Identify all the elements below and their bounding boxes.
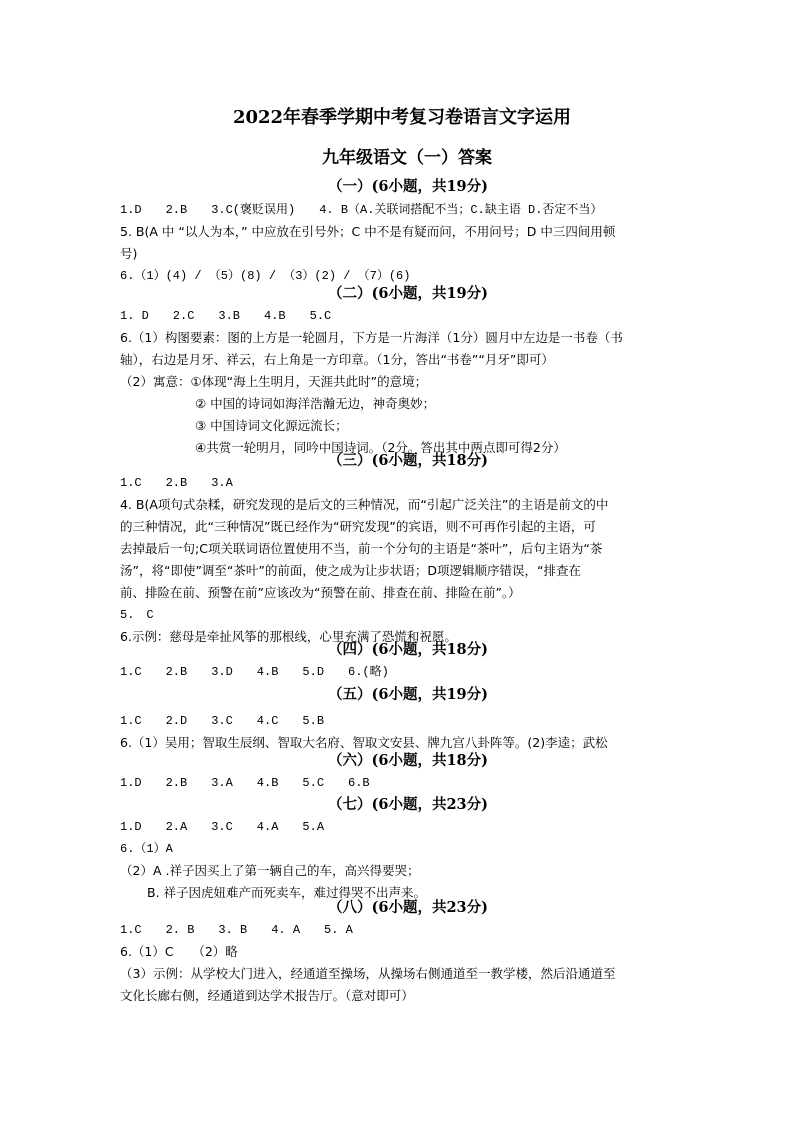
answer-line: 6.（1）C （2）略 bbox=[120, 944, 238, 959]
section-heading: （八）(6小题，共23分) bbox=[328, 899, 488, 916]
section-heading: （六）(6小题，共18分) bbox=[328, 752, 488, 769]
answer-line: 1. D 2.C 3.B 4.B 5.C bbox=[120, 309, 332, 323]
answer-line: B. 祥子因虎妞难产而死卖车，难过得哭不出声来。 bbox=[147, 885, 427, 900]
answer-line: 1.C 2.B 3.A bbox=[120, 476, 233, 490]
answer-line: 4. B(A项句式杂糅，研究发现的是后文的三种情况，而“引起广泛关注”的主语是前文的中 bbox=[120, 497, 609, 512]
answer-line: （2）A .祥子因买上了第一辆自己的车，高兴得要哭； bbox=[120, 863, 420, 878]
answer-line: 6.（1）(4) / （5）(8) / （3）(2) / （7）(6) bbox=[120, 269, 411, 283]
answer-line: ② 中国的诗词如海洋浩瀚无边，神奇奥妙； bbox=[195, 396, 436, 411]
answer-line: 5. C bbox=[120, 608, 154, 622]
answer-line: 文化长廊右侧，经通道到达学术报告厅。（意对即可） bbox=[120, 988, 414, 1003]
section-heading: （三）(6小题，共18分) bbox=[328, 452, 488, 469]
answer-line: 汤”，将“即使”调至“茶叶”的前面，使之成为让步状语；D项逻辑顺序错误，“排查在 bbox=[120, 563, 581, 578]
answer-line: （2）寓意：①体现“海上生明月，天涯共此时”的意境； bbox=[120, 374, 428, 389]
answer-line: （3）示例：从学校大门进入，经通道至操场，从操场右侧通道至一教学楼，然后沿通道至 bbox=[120, 966, 616, 981]
document-subtitle: 九年级语文（一）答案 bbox=[322, 148, 492, 168]
section-heading: （四）(6小题，共18分) bbox=[328, 641, 488, 658]
answer-line: 1.D 2.A 3.C 4.A 5.A bbox=[120, 820, 325, 834]
answer-line: 的三种情况，此“三种情况”既已经作为“研究发现”的宾语，则不可再作引起的主语，可 bbox=[120, 519, 596, 534]
section-heading: （七）(6小题，共23分) bbox=[328, 796, 488, 813]
document-title: 2022年春季学期中考复习卷语言文字运用 bbox=[232, 107, 572, 128]
section-heading: （二）(6小题，共19分) bbox=[328, 285, 488, 302]
answer-line: ③ 中国诗词文化源远流长； bbox=[195, 418, 348, 433]
answer-line: 1.D 2.B 3.C(褒贬误用) 4. B（A.关联词搭配不当；C.缺主语 D.否定不当） bbox=[120, 203, 603, 217]
answer-line: 1.D 2.B 3.A 4.B 5.C 6.B bbox=[120, 776, 370, 790]
answer-line: 6.（1）构图要素：图的上方是一轮圆月，下方是一片海洋（1分）圆月中左边是一书卷（书 bbox=[120, 330, 623, 345]
answer-line: 去掉最后一句;C项关联词语位置使用不当，前一个分句的主语是“茶叶”，后句主语为“茶 bbox=[120, 541, 603, 556]
answer-line: 1.C 2. B 3. B 4. A 5. A bbox=[120, 923, 353, 937]
answer-line: 6.（1）A bbox=[120, 842, 173, 856]
answer-line: 1.C 2.D 3.C 4.C 5.B bbox=[120, 714, 325, 728]
answer-line: 6.示例：慈母是牵扯风筝的那根线，心里充满了恐慌和祝愿。 bbox=[120, 629, 457, 644]
answer-line: 前、排险在前、预警在前”应该改为“预警在前、排查在前、排险在前”。） bbox=[120, 585, 521, 600]
answer-line: 6.（1）吴用；智取生辰纲、智取大名府、智取文安县、牌九宫八卦阵等。(2)李逵；武松 bbox=[120, 735, 608, 750]
section-heading: （五）(6小题，共19分) bbox=[328, 686, 488, 703]
answer-line: 轴），右边是月牙、祥云，右上角是一方印章。（1分，答出“书卷”“月牙”即可） bbox=[120, 352, 554, 367]
answer-line: 1.C 2.B 3.D 4.B 5.D 6.(略) bbox=[120, 665, 389, 679]
answer-line: 号) bbox=[120, 246, 138, 261]
answer-line: 5. B(A 中 “以人为本，” 中应放在引号外；C 中不是有疑而问，不用问号；D 中三四间用顿 bbox=[120, 224, 616, 239]
answer-line: ④共赏一轮明月，同吟中国诗词。（2分。答出其中两点即可得2分） bbox=[195, 440, 566, 455]
section-heading: （一）(6小题，共19分) bbox=[328, 178, 488, 195]
